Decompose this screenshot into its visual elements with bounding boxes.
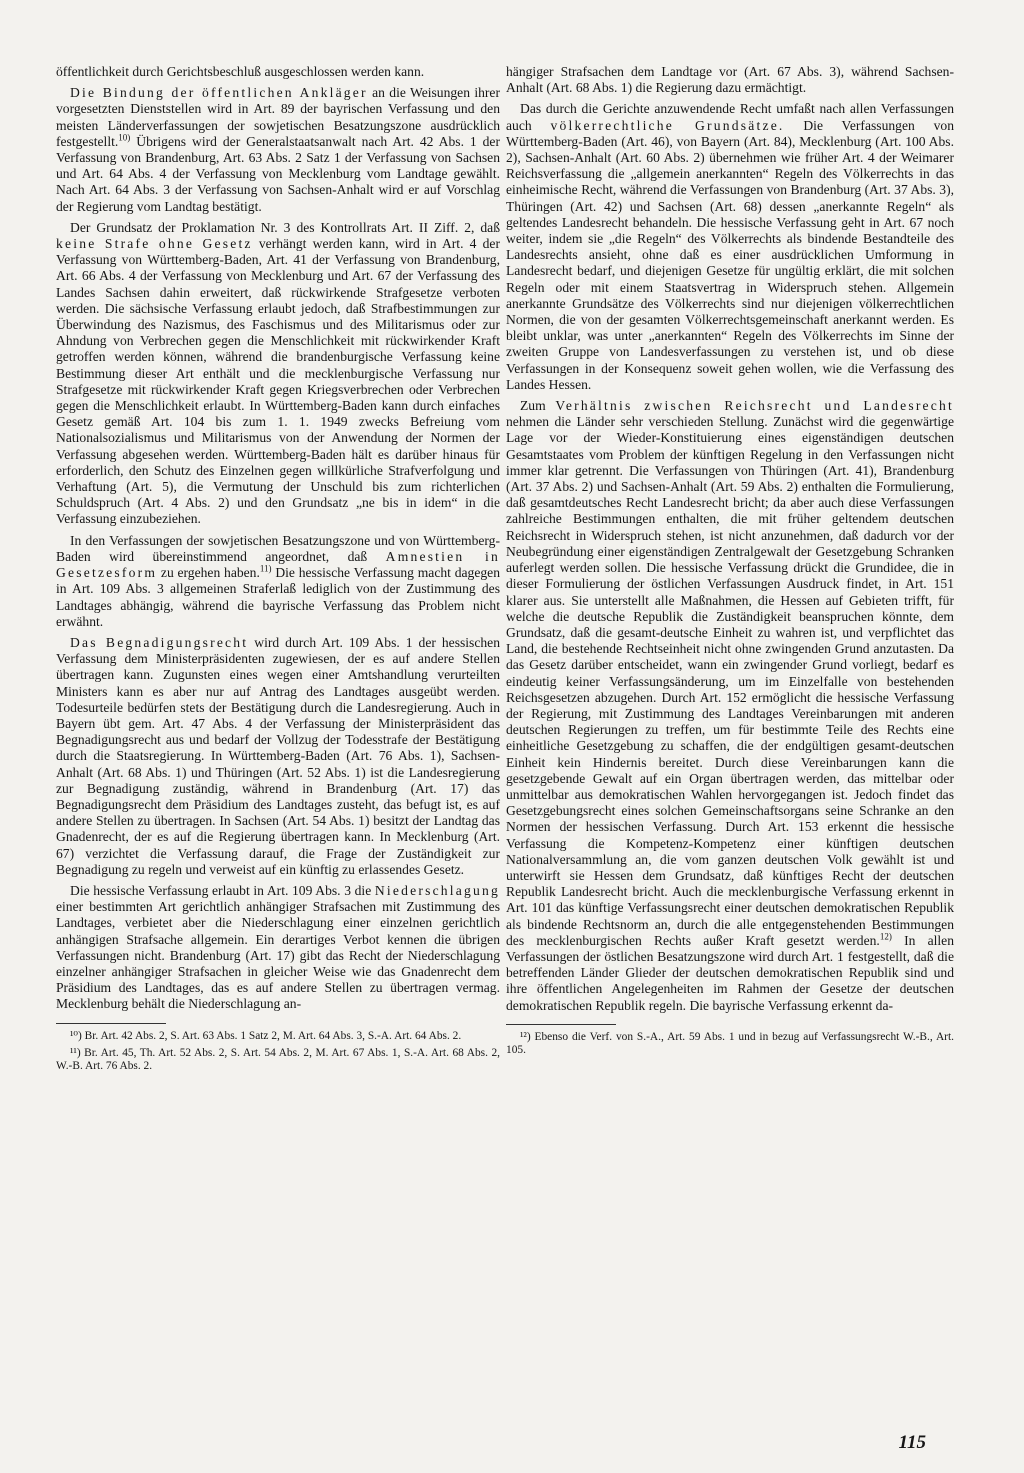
paragraph: Das durch die Gerichte anzuwendende Recht umfaßt nach allen Verfassungen auch völkerrechtliche Grundsätze. Die Verfassungen von Württemberg-Baden (Art. 46), von Bayern (Art. 84), Mecklenburg (Art. 100 Abs. 2), Sachsen-Anhalt (Art. 60 Abs. 2) übernehmen wie früher Art. 4 der Weimarer Reichsverfassung die „allgemein anerkannten“ Regeln des Völkerrechts in das einheimische Recht, während die Verfassungen von Brandenburg (Art. 37 Abs. 3), Thüringen (Art. 42) und Sachsen (Art. 68) dessen „anerkannte Regeln“ als geltendes Landesrecht behandeln. Die hessische Verfassung geht in Art. 67 noch weiter, indem sie „die Regeln“ des Völkerrechts als bindende Bestandteile des Landesrechts ansieht, ohne daß es einer ausdrücklichen Umformung in Landesrecht bedarf, und diejenigen Gesetze für ungültig erklärt, die mit solchen Regeln oder mit einem Staatsvertrag in Widerspruch stehen. Allgemein anerkannte Grundsätze des Völkerrechts sind nur diejenigen völkerrechtlichen Normen, die von der gesamten Völkerrechtsgemeinschaft anerkannt werden. Es bleibt unklar, was unter „anerkannten“ Regeln des Völkerrechts im Sinne der zweiten Gruppe von Landesverfassungen zu verstehen ist, und ob diese Verfassungen in der Konsequenz soweit gehen wollen, wie die Verfassung des Landes Hessen. — [506, 101, 954, 392]
spaced-term: Niederschlagung — [374, 882, 500, 898]
spaced-term: Amnestien in Gesetzesform — [56, 548, 500, 581]
spaced-term: Verhältnis zwischen Reichsrecht und Landesrecht — [555, 398, 954, 414]
footnote-ref: 11) — [259, 563, 272, 574]
footnote-ref: 10) — [118, 132, 131, 143]
paragraph: hängiger Strafsachen dem Landtage vor (Art. 67 Abs. 3), während Sachsen-Anhalt (Art. 68 Abs. 1) die Regierung dazu ermächtigt. — [506, 64, 954, 96]
spaced-term: keine Strafe ohne Gesetz — [56, 236, 253, 252]
footnote-ref: 12) — [879, 931, 892, 942]
paragraph: Das Begnadigungsrecht wird durch Art. 109 Abs. 1 der hessischen Verfassung dem Ministerpräsidenten zugewiesen, der es auf andere Stellen übertragen kann. Zugunsten eines wegen einer Amtshandlung verurteilten Ministers kann es aber nur auf Antrag des Landtages ausgeübt werden. Todesurteile bedürfen stets der Bestätigung durch die Landesregierung. Auch in Bayern übt gem. Art. 47 Abs. 4 der Verfassung der Ministerpräsident das Begnadigungsrecht aus und bedarf der Vollzug der Todesstrafe der Bestätigung durch die Staatsregierung. In Württemberg-Baden (Art. 76 Abs. 1), Sachsen-Anhalt (Art. 68 Abs. 1) und Thüringen (Art. 52 Abs. 1) ist die Landesregierung zur Begnadigung zuständig, während in Brandenburg (Art. 17) das Begnadigungsrecht dem Präsidium des Landtages zusteht, das befugt ist, es auf andere Stellen zu übertragen. In Sachsen (Art. 54 Abs. 1) besitzt der Landtag das Gnadenrecht, der es auf die Regierung übertragen kann. In Mecklenburg (Art. 67) verzichtet die Verfassung darauf, die Frage der Zuständigkeit zur Begnadigung zu regeln und verweist auf ein künftig zu erlassendes Gesetz. — [56, 634, 500, 877]
footnote-divider — [506, 1024, 616, 1025]
spaced-term: völkerrechtliche Grundsätze. — [550, 117, 785, 133]
paragraph: In den Verfassungen der sowjetischen Besatzungszone und von Württemberg-Baden wird übereinstimmend angeordnet, daß Amnestien in Gesetzesform zu ergehen haben.$^{11)}$ Die hessische Verfassung macht dagegen in Art. 109 Abs. 3 allgemeinen Straferlaß lediglich von der Zustimmung des Landtages abhängig, während die bayrische Verfassung das Problem nicht erwähnt. — [56, 532, 500, 629]
paragraph: Die Bindung der öffentlichen Ankläger an die Weisungen ihrer vorgesetzten Dienststellen wird in Art. 89 der bayrischen Verfassung und den meisten Länderverfassungen der sowjetischen Besatzungszone ausdrücklich festgestellt.$^{10)}$ Übrigens wird der Generalstaatsanwalt nach Art. 42 Abs. 1 der Verfassung von Brandenburg, Art. 63 Abs. 2 Satz 1 der Verfassung von Sachsen und Art. 64 Abs. 4 der Verfassung von Mecklenburg vom Landtage gewählt. Nach Art. 64 Abs. 3 der Verfassung von Sachsen-Anhalt wird er auf Vorschlag der Regierung vom Landtag bestätigt. — [56, 85, 500, 214]
footnote: ¹¹) Br. Art. 45, Th. Art. 52 Abs. 2, S. Art. 54 Abs. 2, M. Art. 67 Abs. 1, S.-A. Art. 68 Abs. 2, W.-B. Art. 76 Abs. 2. — [56, 1046, 500, 1073]
paragraph: öffentlichkeit durch Gerichtsbeschluß ausgeschlossen werden kann. — [56, 64, 425, 79]
spaced-term: Die Bindung der öffentlichen Ankläger — [70, 85, 368, 101]
footnote: ¹⁰) Br. Art. 42 Abs. 2, S. Art. 63 Abs. 1 Satz 2, M. Art. 64 Abs. 3, S.-A. Art. 64 Abs. 2. — [70, 1029, 462, 1042]
right-column — [506, 64, 954, 1062]
spaced-term: Das Begnadigungsrecht — [70, 634, 249, 650]
page-number: 115 — [898, 1432, 926, 1453]
paragraph: Die hessische Verfassung erlaubt in Art. 109 Abs. 3 die Niederschlagung einer bestimmten Art gerichtlich anhängiger Strafsachen mit Zustimmung des Landtages, verbietet aber die Niederschlagung einer einzelnen gerichtlich anhängigen Strafsache allgemein. Ein derartiges Verbot kennen die übrigen Verfassungen nicht. Brandenburg (Art. 17) gibt das Recht der Niederschlagung einzelner anhängiger Strafsachen in gleicher Weise wie das Gnadenrecht dem Präsidium des Landtages, das es auf andere Stellen zu übertragen vermag. Mecklenburg behält die Niederschlagung an- — [56, 882, 500, 1012]
paragraph: Der Grundsatz der Proklamation Nr. 3 des Kontrollrats Art. II Ziff. 2, daß keine Strafe ohne Gesetz verhängt werden kann, wird in Art. 4 der Verfassung von Württemberg-Baden, Art. 41 der Verfassung von Brandenburg, Art. 66 Abs. 4 der Verfassung von Mecklenburg und Art. 67 der Verfassung des Landes Sachsen dahin erweitert, daß rückwirkende Strafgesetze verboten werden. Die sächsische Verfassung erlaubt jedoch, daß Strafbestimmungen zur Überwindung des Nazismus, des Faschismus und des Militarismus oder zur Ahndung von Verbrechen gegen die Menschlichkeit mit rückwirkender Kraft getroffen werden können, während die brandenburgische Verfassung keine Bestimmung dieser Art enthält und die mecklenburgische Verfassung nur Strafgesetze mit rückwirkender Kraft gegen Kriegsverbrechen oder Verbrechen gegen die Menschlichkeit erlaubt. In Württemberg-Baden kann durch einfaches Gesetz gemäß Art. 104 bis zum 1. 1. 1949 zwecks Befreiung vom Nationalsozialismus und Militarismus von der Anwendung der Normen der Verfassung abgesehen werden. Württemberg-Baden hält es darüber hinaus für erforderlich, den Schutz des Einzelnen gegen willkürliche Strafverfolgung und Verhaftung (Art. 5), die Vermutung der Unschuld bis zum richterlichen Schuldspruch (Art. 4 Abs. 2) und den Grundsatz „ne bis in idem“ in die Verfassung einzubeziehen. — [56, 219, 500, 527]
left-column — [56, 64, 500, 1078]
footnote-divider — [56, 1023, 166, 1024]
paragraph: Zum Verhältnis zwischen Reichsrecht und Landesrecht nehmen die Länder sehr verschieden Stellung. Zunächst wird die gegenwärtige Lage vor der Wieder-Konstituierung eines eigenständigen deutschen Gesamtstaates vom Problem der künftigen Regelung in den Verfassungen nicht immer klar getrennt. Die Verfassungen von Thüringen (Art. 41), Brandenburg (Art. 37 Abs. 2) und Sachsen-Anhalt (Art. 59 Abs. 2) enthalten die Formulierung, daß gesamtdeutsches Recht Landesrecht bricht; da aber auch diese Verfassungen zahlreiche Bestimmungen enthalten, die mit früher geltendem deutschen Reichsrecht in Widerspruch stehen, ist nicht anzunehmen, daß dadurch vor der Neubegründung einer eigenständigen Zentralgewalt der Gesetzgebung Schranken auferlegt werden sollen. Die hessische Verfassung drückt die Grundidee, die in dieser Formulierung der östlichen Verfassungen Ausdruck findet, in Art. 151 klarer aus. Sie unterstellt alle Maßnahmen, die Hessen auf Gebieten trifft, für welche die deutsche Republik die Zuständigkeit beanspruchen könnte, dem Grundsatz, daß die gesamt-deutsche Einheit zu wahren ist, und verpflichtet das Land, die bestehende Rechtseinheit nicht ohne zwingenden Grund anzutasten. Da das Gesetz darüber entscheidet, wann ein zwingender Grund vorliegt, bedarf es eindeutig keiner Verfassungsänderung, um im Einzelfalle von bestehenden Reichsgesetzen abzugehen. Durch Art. 152 ermöglicht die hessische Verfassung der Regierung, mit Zustimmung des Landtages Vereinbarungen mit anderen deutschen Regierungen zu treffen, um für bestimmte Teile des Rechts eine einheitliche Gesetzgebung zu schaffen, die der endgültigen gesamt-deutschen Einheit kein Hindernis bereitet. Durch diese Vereinbarungen kann die gesetzgebende Gewalt auf ein Organ übertragen werden, das mittelbar oder unmittelbar aus demokratischen Wahlen hervorgegangen ist. Jedoch findet das Gesetzgebungsrecht eines solchen Gemeinschaftsorgans seine Schranke an den Normen der hessischen Verfassung. Durch Art. 153 erkennt die hessische Verfassung die Kompetenz-Kompetenz einer künftigen deutschen Nationalversammlung an, die vom ganzen deutschen Volk gewählt ist und unterwirft sie Hessen dem Grundsatz, daß künftiges Recht der deutschen Republik Landesrecht bricht. Auch die mecklenburgische Verfassung erkennt in Art. 101 das künftige Verfassungsrecht einer deutschen demokratischen Republik als bindende Rechtsnorm an, durch die alle entgegenstehenden Bestimmungen des mecklenburgischen Rechts außer Kraft gesetzt werden.$^{12)}$ In allen Verfassungen der östlichen Besatzungszone wird durch Art. 1 festgestellt, daß die betreffenden Länder Glieder der deutschen demokratischen Republik sind und ihre öffentlichen Angelegenheiten im Rahmen der Gesetze der deutschen demokratischen Republik regeln. Die bayrische Verfassung erkennt da- — [506, 398, 955, 1013]
footnote: ¹²) Ebenso die Verf. von S.-A., Art. 59 Abs. 1 und in bezug auf Verfassungsrecht W.-B., Art. 105. — [506, 1030, 954, 1057]
